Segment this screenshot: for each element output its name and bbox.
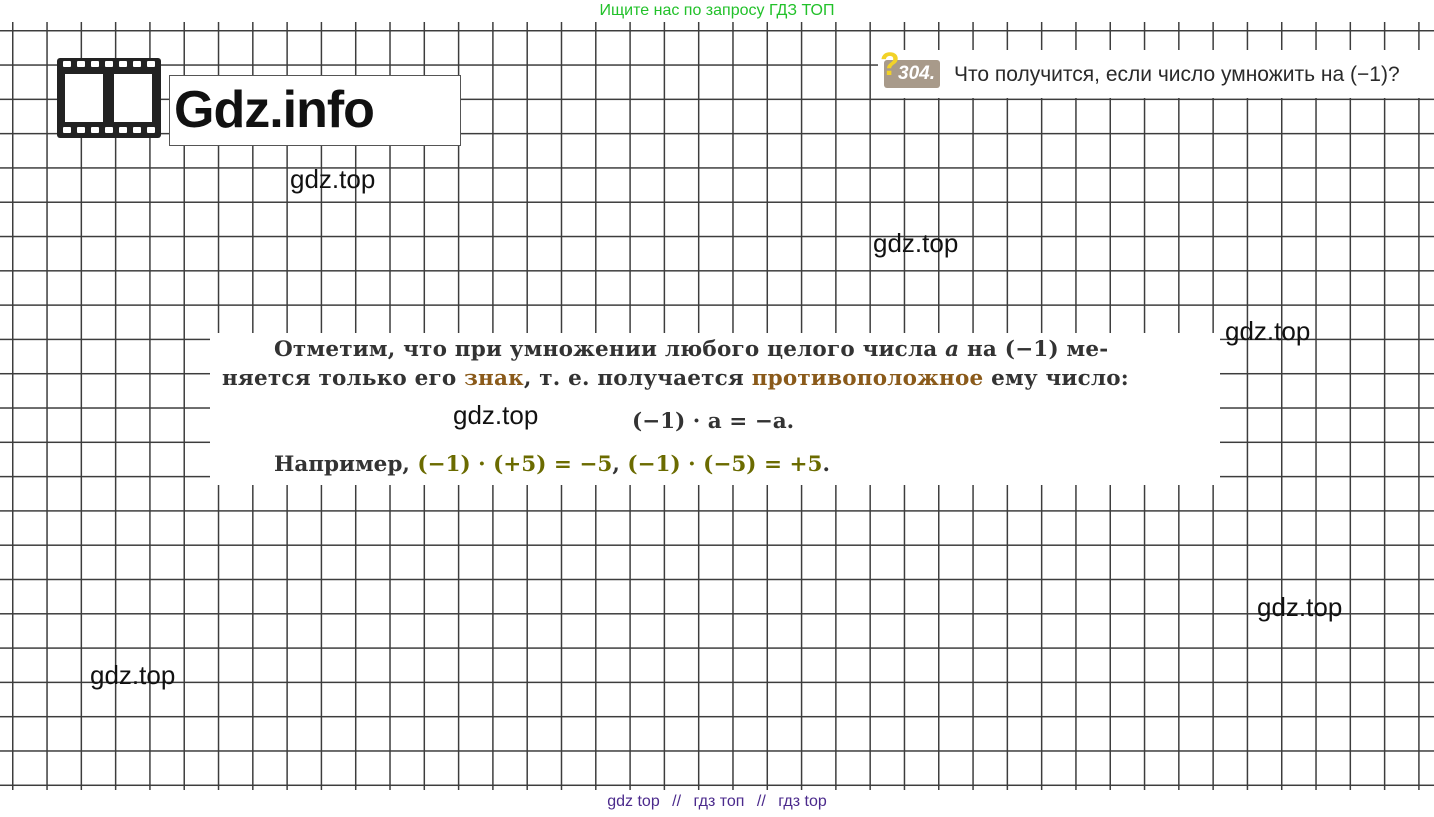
rule-line-1: Отметим, что при умножении любого целого числа a на (−1) ме- <box>274 337 1109 362</box>
logo-text-box <box>169 75 461 146</box>
task-header <box>878 46 1434 98</box>
task-number-badge <box>880 46 940 88</box>
rule-line-2: няется только его знак, т. е. получается противоположное ему число: <box>222 366 1129 391</box>
footer-links <box>0 793 1434 811</box>
question-mark-icon: ? <box>880 46 900 82</box>
rule-example: Например, (−1) · (+5) = −5, (−1) · (−5) = +5. <box>274 452 830 477</box>
watermark: gdz.top <box>873 228 959 258</box>
watermark: gdz.top <box>1225 316 1311 346</box>
footer-link-2[interactable]: гдз топ <box>693 793 745 810</box>
top-banner: Ищите нас по запросу ГДЗ ТОП <box>599 2 835 19</box>
footer-separator: // <box>672 793 682 810</box>
rule-formula: (−1) · a = −a. <box>632 409 795 434</box>
footer-separator: // <box>756 793 766 810</box>
footer-link-1[interactable]: gdz top <box>607 793 660 810</box>
site-logo[interactable] <box>57 58 461 148</box>
watermark: gdz.top <box>290 164 376 194</box>
task-question: Что получится, если число умножить на (−1)? <box>954 63 1400 86</box>
film-strip-icon <box>57 58 161 138</box>
footer-link-3[interactable]: гдз top <box>778 793 827 810</box>
watermark: gdz.top <box>1257 592 1343 622</box>
rule-block <box>210 333 1220 485</box>
watermark: gdz.top <box>90 660 176 690</box>
logo-text: Gdz.info <box>174 81 374 139</box>
watermark: gdz.top <box>453 400 539 430</box>
task-number: 304. <box>898 63 935 84</box>
